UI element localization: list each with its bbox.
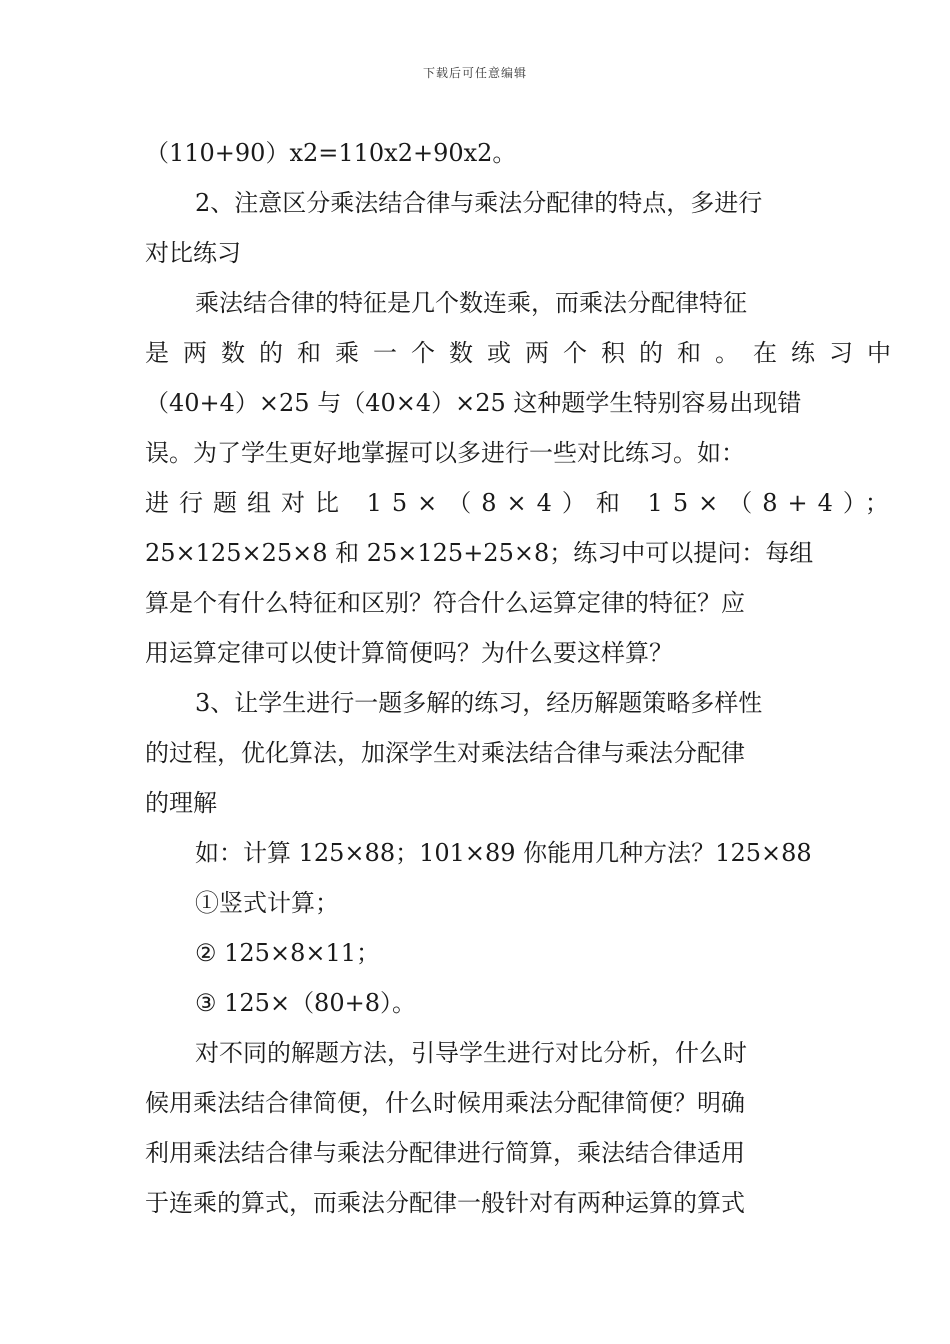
- text-line: 用运算定律可以使计算简便吗？为什么要这样算？: [145, 639, 673, 667]
- text-line: 对不同的解题方法，引导学生进行对比分析，什么时: [195, 1039, 747, 1067]
- text-line: 25×125×25×8 和 25×125+25×8；练习中可以提问：每组: [145, 539, 814, 567]
- text-line: 利用乘法结合律与乘法分配律进行简算，乘法结合律适用: [145, 1139, 745, 1167]
- text-line: 误。为了学生更好地掌握可以多进行一些对比练习。如：: [145, 439, 745, 467]
- text-line: 乘法结合律的特征是几个数连乘，而乘法分配律特征: [195, 289, 747, 317]
- text-line: 对比练习: [145, 239, 241, 267]
- text-line: 进行题组对比 15×（8×4）和 15×（8+4）；: [145, 489, 899, 517]
- page-header: 下载后可任意编辑: [422, 66, 527, 80]
- text-line: 算是个有什么特征和区别？符合什么运算定律的特征？应: [145, 589, 745, 617]
- text-line: 于连乘的算式，而乘法分配律一般针对有两种运算的算式: [145, 1189, 745, 1217]
- text-line: 2、注意区分乘法结合律与乘法分配律的特点，多进行: [195, 189, 763, 217]
- text-line: 3、让学生进行一题多解的练习，经历解题策略多样性: [195, 689, 763, 717]
- text-line: ② 125×8×11；: [195, 939, 380, 967]
- text-line: ①竖式计算；: [195, 889, 339, 917]
- document-body: [145, 128, 905, 1228]
- text-line: ③ 125×（80+8）。: [195, 989, 416, 1017]
- text-line: 的过程，优化算法，加深学生对乘法结合律与乘法分配律: [145, 739, 745, 767]
- text-line: 是两数的和乘一个数或两个积的和。在练习中: [145, 339, 905, 367]
- text-line: （40+4）×25 与（40×4）×25 这种题学生特别容易出现错: [145, 389, 802, 417]
- text-line: （110+90）x2=110x2+90x2。: [145, 139, 517, 167]
- text-line: 候用乘法结合律简便，什么时候用乘法分配律简便？明确: [145, 1089, 745, 1117]
- text-line: 如：计算 125×88；101×89 你能用几种方法？125×88: [195, 839, 812, 867]
- text-line: 的理解: [145, 789, 217, 817]
